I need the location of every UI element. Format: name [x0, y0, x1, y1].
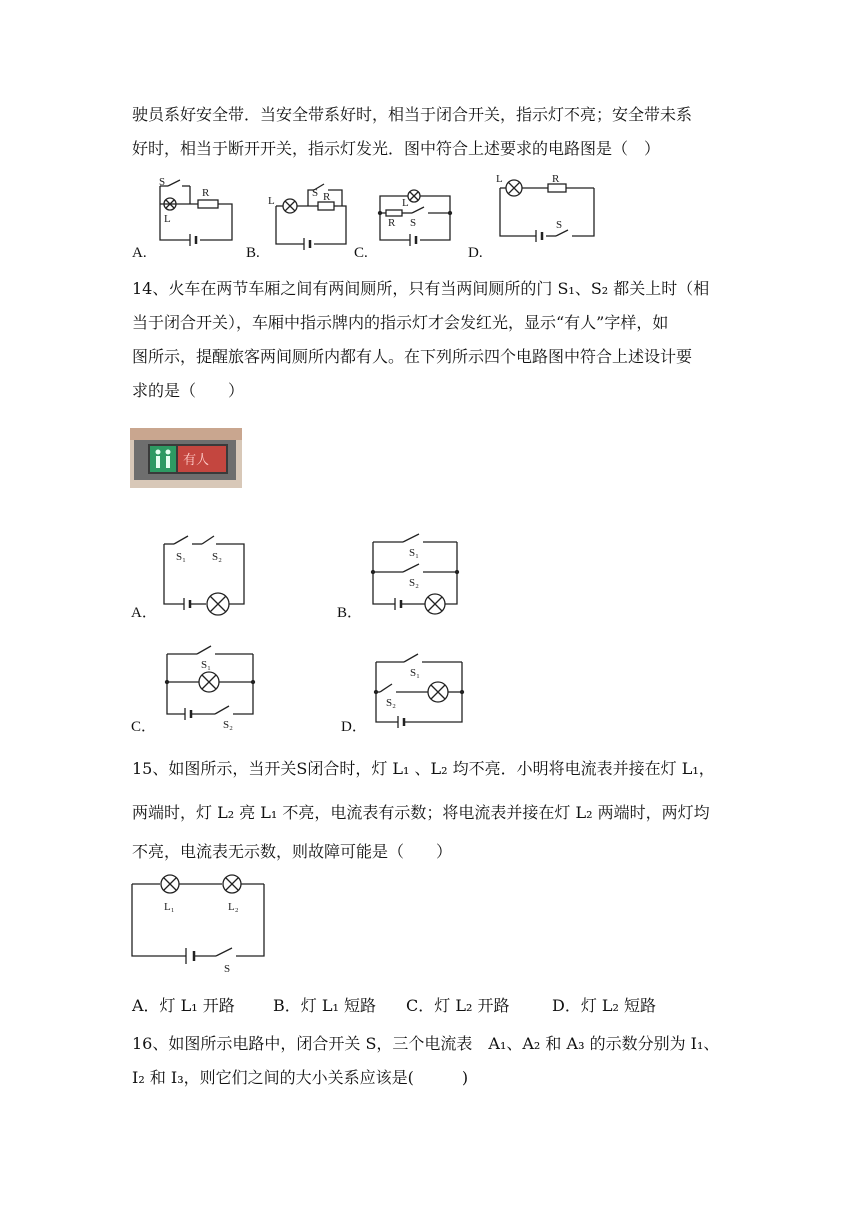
- q15-l1-label: L₁: [164, 901, 175, 913]
- occupied-sign-image: [130, 428, 242, 500]
- q13-option-b: B.: [246, 245, 260, 261]
- q13-option-c: C.: [354, 245, 368, 261]
- q14c-s2-label: S₂: [223, 719, 233, 731]
- q14c-s1-label: S₁: [201, 659, 211, 671]
- q14-circuit-c: [163, 642, 257, 732]
- q13-text-line-1: 驶员系好安全带．当安全带系好时，相当于闭合开关，指示灯不亮；安全带未系: [132, 105, 693, 124]
- q14b-s2-label: S₂: [409, 577, 419, 589]
- q14a-s1-label: S₁: [176, 551, 186, 563]
- q14-option-d: D．: [341, 719, 367, 735]
- q14d-s1-label: S₁: [410, 667, 420, 679]
- q15-choice-d: D．灯 L₂ 短路: [552, 996, 657, 1015]
- q16-text-line-1: 16、如图所示电路中，闭合开关 S，三个电流表 A₁、A₂ 和 A₃ 的示数分别为 I₁、: [132, 1034, 720, 1053]
- q13a-r-label: R: [202, 187, 210, 199]
- sign-occupied-text: 有人: [183, 453, 210, 468]
- q16-text-line-2: I₂ 和 I₃，则它们之间的大小关系应该是( ): [132, 1068, 469, 1087]
- q14-option-a: A．: [131, 605, 157, 621]
- q14-circuit-a: [160, 532, 250, 612]
- q13c-r-label: R: [388, 217, 396, 229]
- q15-choice-b: B．灯 L₁ 短路: [273, 996, 376, 1015]
- q13-circuit-a: [150, 176, 242, 252]
- q13b-l-label: L: [268, 195, 275, 207]
- q13c-l-label: L: [402, 197, 409, 209]
- q14-text-line-1: 14、火车在两节车厢之间有两间厕所，只有当两间厕所的门 S₁、S₂ 都关上时（相: [132, 279, 710, 298]
- q14-text-line-2: 当于闭合开关），车厢中指示牌内的指示灯才会发红光，显示“有人”字样，如: [132, 313, 669, 332]
- q13a-l-label: L: [164, 213, 171, 225]
- q13-option-a: A.: [132, 245, 147, 261]
- q14-circuit-b: [369, 530, 463, 614]
- q14-text-line-4: 求的是（ ）: [132, 381, 245, 400]
- q14-option-b: B．: [337, 605, 363, 621]
- q14-text-line-3: 图所示，提醒旅客两间厕所内都有人。在下列所示四个电路图中符合上述设计要: [132, 347, 693, 366]
- q13-circuit-c: [376, 184, 456, 250]
- q14d-s2-label: S₂: [386, 697, 396, 709]
- q15-choice-c: C．灯 L₂ 开路: [406, 996, 510, 1015]
- q13d-s-label: S: [556, 219, 563, 231]
- q13a-s-label: S: [159, 176, 166, 188]
- q13d-l-label: L: [496, 173, 503, 185]
- q14b-s1-label: S₁: [409, 547, 419, 559]
- q13-circuit-b: [268, 182, 352, 252]
- q14-circuit-d: [372, 652, 466, 732]
- q13-option-d: D.: [468, 245, 483, 261]
- q15-text-line-2: 两端时，灯 L₂ 亮 L₁ 不亮，电流表有示数；将电流表并接在灯 L₂ 两端时，两灯均: [132, 803, 710, 822]
- q13-text-line-2: 好时，相当于断开开关，指示灯发光．图中符合上述要求的电路图是（ ）: [132, 139, 661, 158]
- q13c-s-label: S: [410, 217, 417, 229]
- q13d-r-label: R: [552, 173, 560, 185]
- q13-circuit-d: [494, 174, 600, 246]
- q14a-s2-label: S₂: [212, 551, 222, 563]
- q13b-s-label: S: [312, 187, 319, 199]
- q15-text-line-1: 15、如图所示，当开关S闭合时，灯 L₁ 、L₂ 均不亮．小明将电流表并接在灯 L₁，: [132, 759, 715, 778]
- q15-circuit: [130, 872, 270, 976]
- q13b-r-label: R: [323, 191, 331, 203]
- q15-choice-a: A．灯 L₁ 开路: [132, 996, 235, 1015]
- q14-option-c: C．: [131, 719, 157, 735]
- q15-text-line-3: 不亮，电流表无示数，则故障可能是（ ）: [132, 842, 453, 861]
- q15-s-label: S: [224, 963, 231, 975]
- q15-l2-label: L₂: [228, 901, 239, 913]
